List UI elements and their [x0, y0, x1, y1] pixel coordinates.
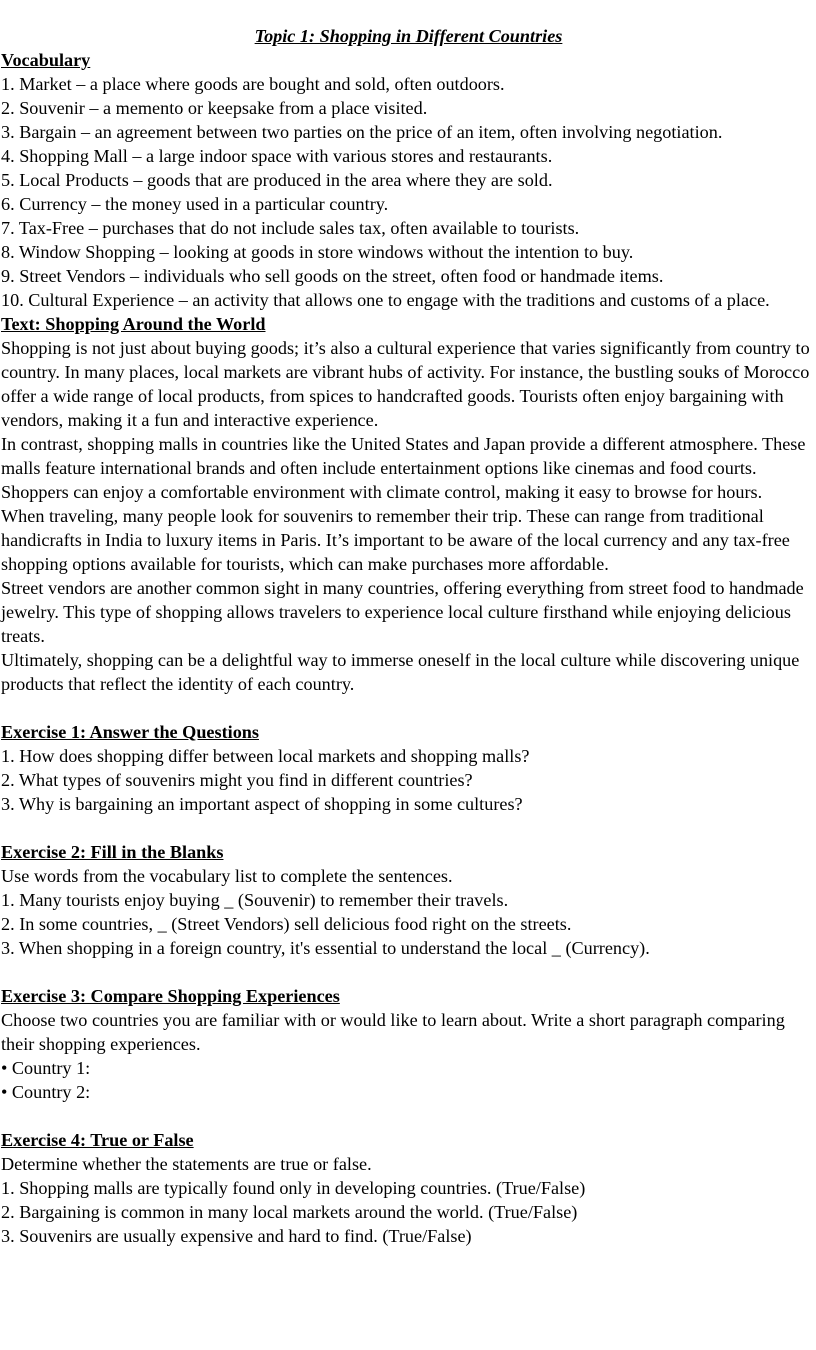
- exercise-1-section: [1, 720, 816, 816]
- reading-paragraph: Shopping is not just about buying goods; it’s also a cultural experience that varies significantly from country to country. In many places, local markets are vibrant hubs of activity. For instance, the bustling souks of Morocco offer a wide range of local products, from spices to handcrafted goods. Tourists often enjoy bargaining with vendors, making it a fun and interactive experience.: [1, 338, 810, 430]
- exercise-3-instruction: Choose two countries you are familiar with or would like to learn about. Write a short paragraph comparing their shopping experiences.: [1, 1010, 785, 1054]
- exercise-4-heading: Exercise 4: True or False: [1, 1130, 194, 1150]
- vocabulary-item: 4. Shopping Mall – a large indoor space with various stores and restaurants.: [1, 146, 553, 166]
- exercise-3-heading: Exercise 3: Compare Shopping Experiences: [1, 986, 340, 1006]
- vocabulary-item: 9. Street Vendors – individuals who sell goods on the street, often food or handmade items.: [1, 266, 664, 286]
- vocabulary-section: [1, 48, 816, 312]
- exercise-2-section: [1, 840, 816, 960]
- reading-paragraph: In contrast, shopping malls in countries like the United States and Japan provide a different atmosphere. These malls feature international brands and often include entertainment options like cinemas and food courts. Shoppers can enjoy a comfortable environment with climate control, making it easy to browse for hours.: [1, 434, 806, 502]
- exercise-4-statement: 1. Shopping malls are typically found only in developing countries. (True/False): [1, 1178, 586, 1198]
- vocabulary-item: 5. Local Products – goods that are produced in the area where they are sold.: [1, 170, 553, 190]
- reading-section: [1, 312, 816, 696]
- spacer: [1, 960, 816, 984]
- vocabulary-item: 10. Cultural Experience – an activity that allows one to engage with the traditions and customs of a place.: [1, 290, 770, 310]
- exercise-3-bullet: • Country 1:: [1, 1058, 91, 1078]
- exercise-1-heading: Exercise 1: Answer the Questions: [1, 722, 259, 742]
- vocabulary-item: 1. Market – a place where goods are bought and sold, often outdoors.: [1, 74, 505, 94]
- exercise-1-question: 1. How does shopping differ between local markets and shopping malls?: [1, 746, 530, 766]
- exercise-3-section: [1, 984, 816, 1104]
- vocabulary-item: 3. Bargain – an agreement between two parties on the price of an item, often involving negotiation.: [1, 122, 723, 142]
- vocabulary-item: 2. Souvenir – a memento or keepsake from a place visited.: [1, 98, 428, 118]
- exercise-3-bullet: • Country 2:: [1, 1082, 91, 1102]
- vocabulary-item: 8. Window Shopping – looking at goods in store windows without the intention to buy.: [1, 242, 634, 262]
- reading-paragraph: When traveling, many people look for souvenirs to remember their trip. These can range from traditional handicrafts in India to luxury items in Paris. It’s important to be aware of the local currency and any tax-free shopping options available for tourists, which can make purchases more affordable.: [1, 506, 790, 574]
- exercise-1-question: 3. Why is bargaining an important aspect of shopping in some cultures?: [1, 794, 523, 814]
- vocabulary-item: 7. Tax-Free – purchases that do not include sales tax, often available to tourists.: [1, 218, 580, 238]
- exercise-4-instruction: Determine whether the statements are true or false.: [1, 1154, 372, 1174]
- exercise-2-sentence: 3. When shopping in a foreign country, it's essential to understand the local _ (Currency).: [1, 938, 650, 958]
- vocabulary-item: 6. Currency – the money used in a particular country.: [1, 194, 389, 214]
- reading-heading: Text: Shopping Around the World: [1, 314, 266, 334]
- page-title: Topic 1: Shopping in Different Countries: [254, 26, 563, 46]
- exercise-4-statement: 2. Bargaining is common in many local markets around the world. (True/False): [1, 1202, 578, 1222]
- exercise-2-sentence: 1. Many tourists enjoy buying _ (Souvenir) to remember their travels.: [1, 890, 509, 910]
- spacer: [1, 696, 816, 720]
- exercise-1-question: 2. What types of souvenirs might you find in different countries?: [1, 770, 473, 790]
- vocabulary-heading: Vocabulary: [1, 50, 91, 70]
- spacer: [1, 816, 816, 840]
- vocabulary-list: [1, 72, 816, 312]
- exercise-2-instruction: Use words from the vocabulary list to complete the sentences.: [1, 866, 453, 886]
- exercise-4-section: [1, 1128, 816, 1248]
- reading-paragraph: Ultimately, shopping can be a delightful way to immerse oneself in the local culture while discovering unique products that reflect the identity of each country.: [1, 650, 800, 694]
- reading-paragraph: Street vendors are another common sight in many countries, offering everything from street food to handmade jewelry. This type of shopping allows travelers to experience local culture firsthand while enjoying delicious treats.: [1, 578, 804, 646]
- exercise-2-heading: Exercise 2: Fill in the Blanks: [1, 842, 224, 862]
- exercise-2-sentence: 2. In some countries, _ (Street Vendors) sell delicious food right on the streets.: [1, 914, 572, 934]
- spacer: [1, 1104, 816, 1128]
- exercise-4-statement: 3. Souvenirs are usually expensive and hard to find. (True/False): [1, 1226, 472, 1246]
